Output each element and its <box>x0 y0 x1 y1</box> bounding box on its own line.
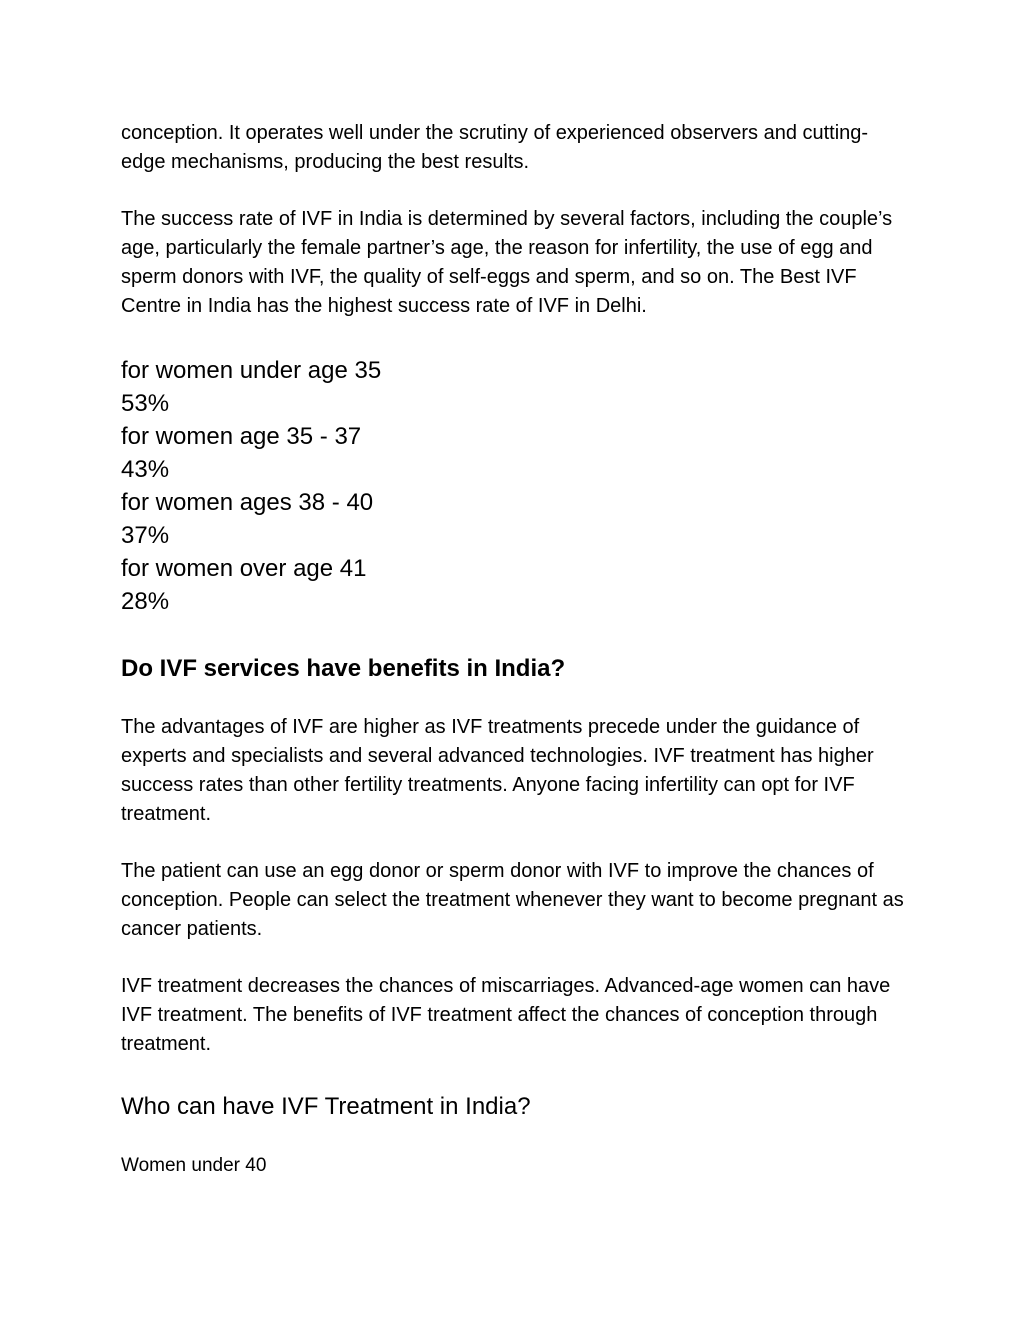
paragraph-benefits-2: The patient can use an egg donor or sperm donor with IVF to improve the chances of conception. People can select the treatment whenever they want to become pregnant as cancer patients. <box>121 860 904 940</box>
stat-label: for women age 35 - 37 <box>121 423 362 450</box>
paragraph-benefits-1: The advantages of IVF are higher as IVF treatments precede under the guidance of experts and specialists and several advanced technologies. IVF treatment has higher success rates than other fertility treatments. Anyone facing infertility can opt for IVF treatment. <box>121 716 874 825</box>
stat-label: for women ages 38 - 40 <box>121 489 374 516</box>
stat-label: for women under age 35 <box>121 357 382 384</box>
paragraph-conception: conception. It operates well under the scrutiny of experienced observers and cutting-edge mechanisms, producing the best results. <box>121 122 869 173</box>
paragraph-benefits-3: IVF treatment decreases the chances of miscarriages. Advanced-age women can have IVF treatment. The benefits of IVF treatment affect the chances of conception through treatment. <box>121 975 891 1055</box>
stat-value: 43% <box>121 456 170 483</box>
heading-who-can: Who can have IVF Treatment in India? <box>121 1093 531 1120</box>
stat-label: for women over age 41 <box>121 555 367 582</box>
stat-value: 53% <box>121 390 170 417</box>
heading-benefits: Do IVF services have benefits in India? <box>121 655 566 682</box>
list-item-women-under-40: Women under 40 <box>121 1155 267 1176</box>
success-rate-list <box>121 354 911 618</box>
paragraph-success-rate: The success rate of IVF in India is determined by several factors, including the couple’s age, particularly the female partner’s age, the reason for infertility, the use of egg and sperm donors with IVF, the quality of self-eggs and sperm, and so on. The Best IVF Centre in India has the highest success rate of IVF in Delhi. <box>121 208 893 317</box>
document-page <box>121 119 911 1180</box>
stat-value: 37% <box>121 522 170 549</box>
stat-value: 28% <box>121 588 170 615</box>
